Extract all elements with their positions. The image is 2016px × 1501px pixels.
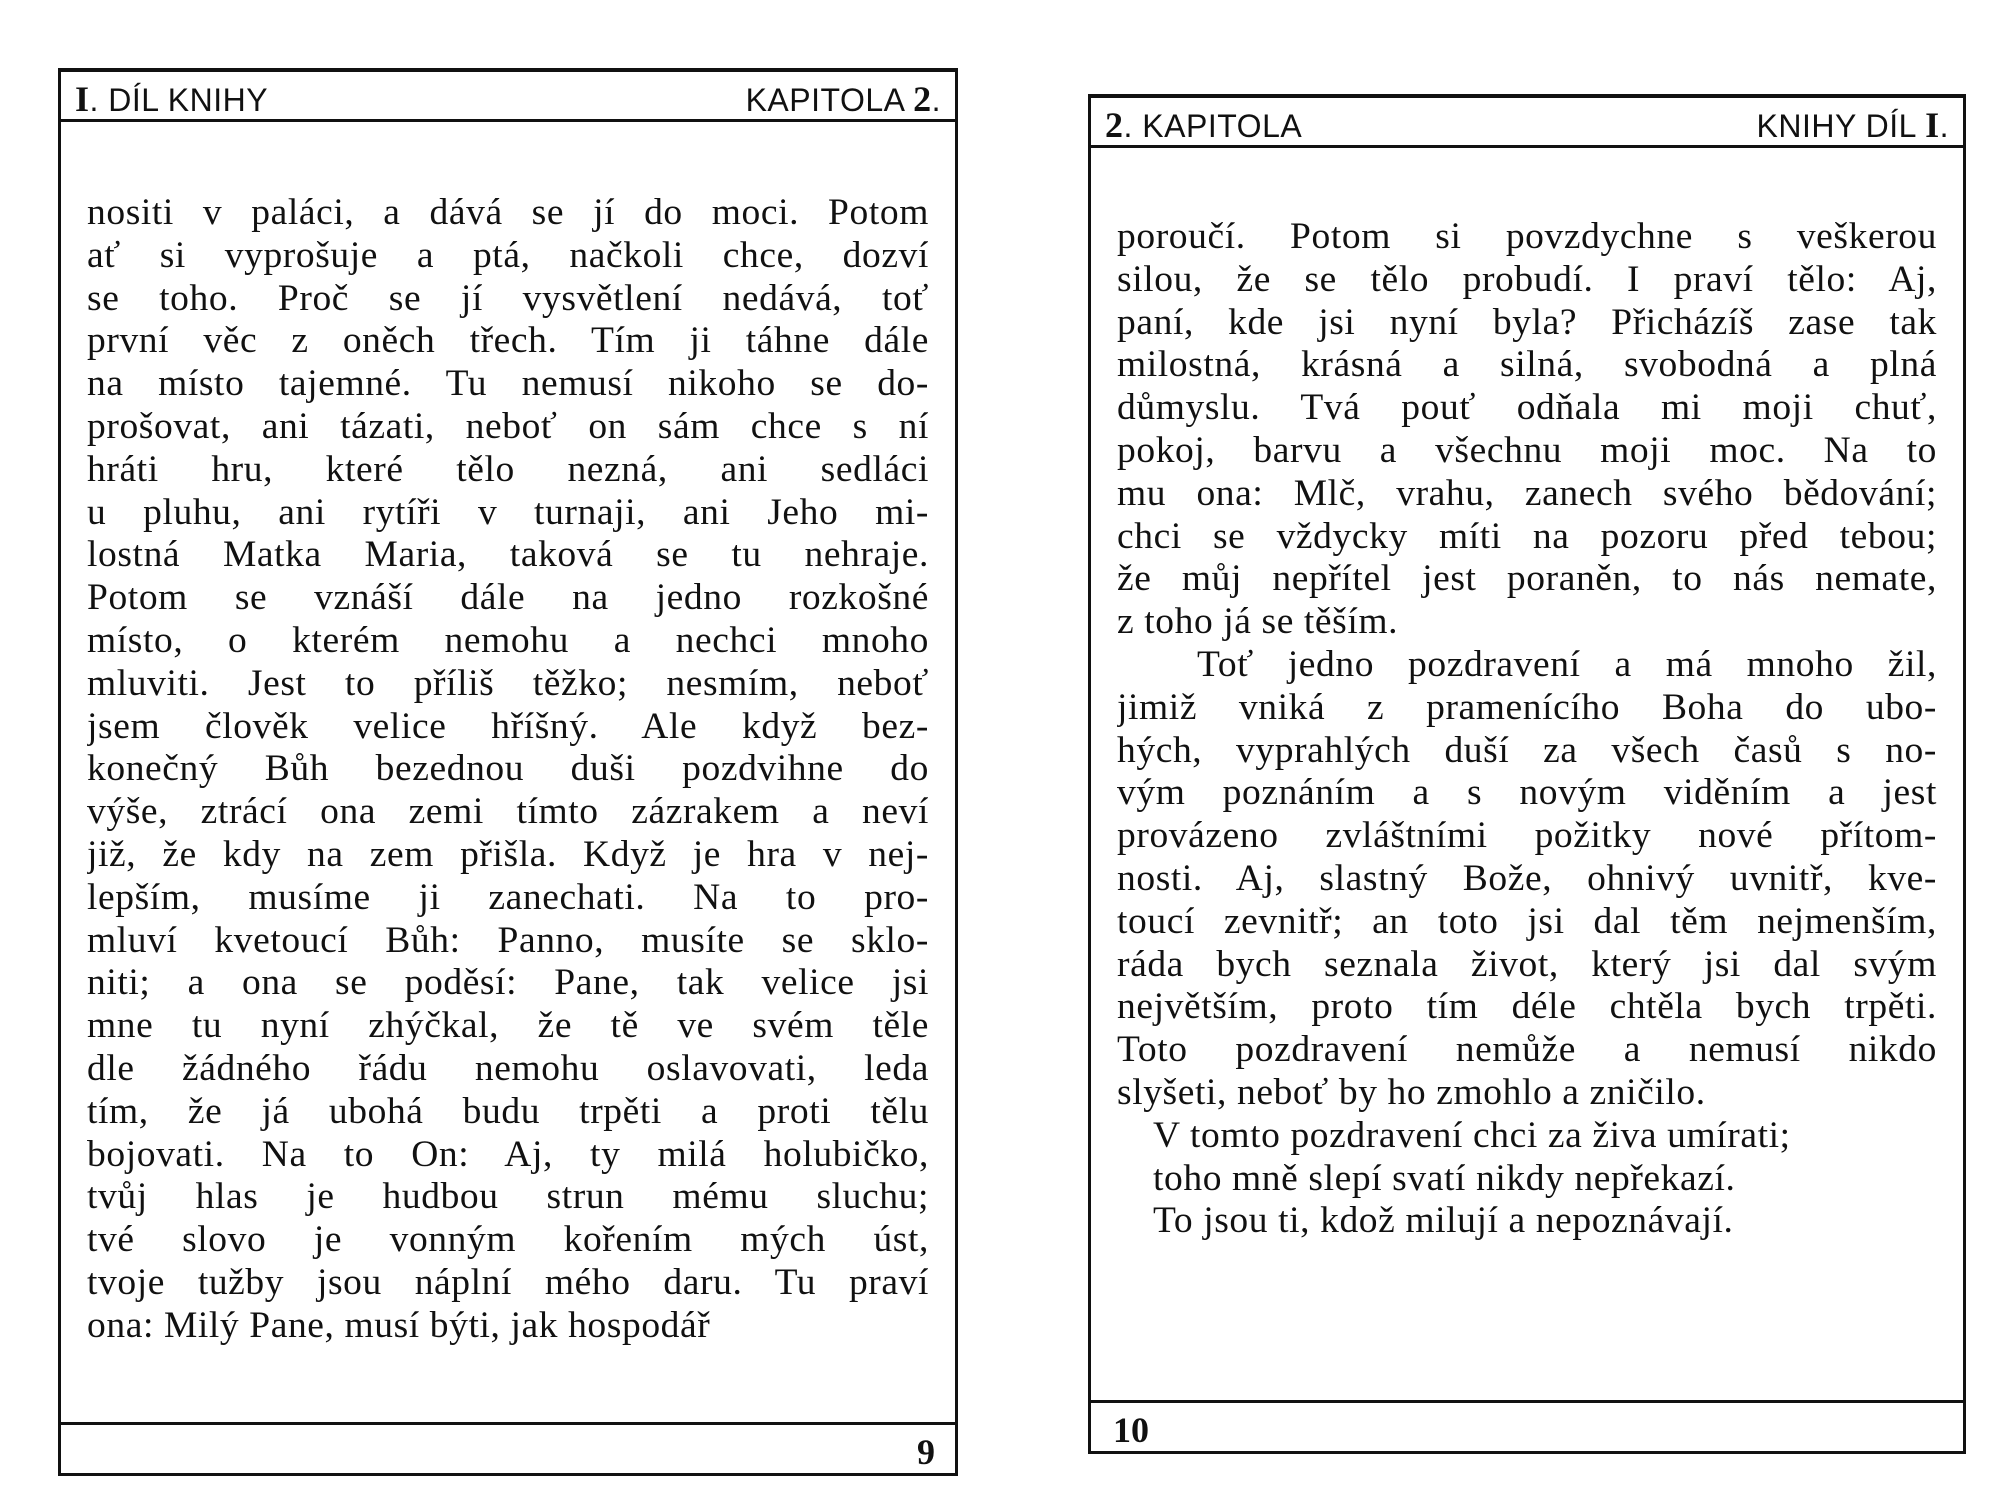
text-line: dle žádného řádu nemohu oslavovati, leda (87, 1047, 929, 1089)
text-line: pokoj, barvu a všechnu moji moc. Na to (1117, 429, 1937, 471)
text-line: To jsou ti, kdož milují a nepoznávají. (1153, 1200, 1734, 1242)
text-line: na místo tajemné. Tu nemusí nikoho se do- (87, 363, 929, 405)
header-right-text: KNIHY DÍL (1756, 108, 1926, 144)
text-line: tvoje tužby jsou náplní mého daru. Tu praví (87, 1261, 929, 1303)
header-left-numeral: I (75, 79, 90, 119)
text-line: lostná Matka Maria, taková se tu nehraje. (87, 534, 929, 576)
text-line: jsem člověk velice hříšný. Ale když bez- (87, 705, 929, 747)
text-line: Toto pozdravení nemůže a nemusí nikdo (1117, 1029, 1937, 1071)
text-line: silou, že se tělo probudí. I praví tělo: Aj, (1117, 258, 1937, 300)
body-text (87, 192, 929, 1348)
text-line: Toť jedno pozdravení a má mnoho žil, (1197, 643, 1937, 685)
header-right-numeral: 2 (913, 79, 932, 119)
text-line: ona: Milý Pane, musí býti, jak hospodář (87, 1304, 711, 1346)
header-left (75, 78, 268, 120)
body-text (1117, 216, 1937, 1243)
text-line: že můj nepřítel jest poraněn, to nás nemate, (1117, 558, 1937, 600)
header-right-text: KAPITOLA (745, 82, 914, 118)
text-line: nosti. Aj, slastný Bože, ohnivý uvnitř, kve- (1117, 857, 1937, 899)
text-line: mne tu nyní zhýčkal, že tě ve svém těle (87, 1005, 929, 1047)
text-line: prošovat, ani tázati, neboť on sám chce s ní (87, 405, 929, 447)
text-line: mluviti. Jest to příliš těžko; nesmím, neboť (87, 662, 929, 704)
running-header (61, 68, 955, 122)
text-line: tvé slovo je vonným kořením mých úst, (87, 1219, 929, 1261)
running-footer (1091, 1400, 1963, 1454)
right-page (1088, 94, 1966, 1454)
text-line: konečný Bůh bezednou duši pozdvihne do (87, 748, 929, 790)
text-line: již, že kdy na zem přišla. Když je hra v nej- (87, 833, 929, 875)
text-line: nositi v paláci, a dává se jí do moci. Potom (87, 192, 929, 233)
left-page (58, 68, 958, 1476)
text-line: Potom se vznáší dále na jedno rozkošné (87, 577, 929, 619)
text-line: výše, ztrácí ona zemi tímto zázrakem a neví (87, 791, 929, 833)
text-line: první věc z oněch třech. Tím ji táhne dále (87, 320, 929, 362)
text-line: toho mně slepí svatí nikdy nepřekazí. (1153, 1157, 1736, 1199)
text-line: poroučí. Potom si povzdychne s veškerou (1117, 216, 1937, 257)
text-line: chci se vždycky míti na pozoru před tebou; (1117, 515, 1937, 557)
text-line: hráti hru, které tělo nezná, ani sedláci (87, 448, 929, 490)
text-line: provázeno zvláštními požitky nové přítom- (1117, 815, 1937, 857)
text-line: z toho já se těším. (1117, 601, 1399, 643)
header-right (1756, 104, 1949, 146)
text-line: místo, o kterém nemohu a nechci mnoho (87, 619, 929, 661)
text-line: ať si vyprošuje a ptá, načkoli chce, dozví (87, 234, 929, 276)
header-left-numeral: 2 (1105, 105, 1124, 145)
text-line: V tomto pozdravení chci za živa umírati; (1153, 1114, 1791, 1156)
page-number: 9 (917, 1432, 935, 1472)
text-line: jimiž vniká z pramenícího Boha do ubo- (1117, 686, 1937, 728)
text-line: u pluhu, ani rytíři v turnaji, ani Jeho mi- (87, 491, 929, 533)
running-footer (61, 1422, 955, 1476)
text-line: lepším, musíme ji zanechati. Na to pro- (87, 876, 929, 918)
text-line: hých, vyprahlých duší za všech časů s no- (1117, 729, 1937, 771)
header-left-text: . DÍL KNIHY (89, 82, 269, 118)
header-left (1105, 104, 1302, 146)
text-line: niti; a ona se poděsí: Pane, tak velice jsi (87, 962, 929, 1004)
text-line: největším, proto tím déle chtěla bych trpěti. (1117, 986, 1937, 1028)
text-line: mluví kvetoucí Bůh: Panno, musíte se sklo- (87, 919, 929, 961)
text-line: vým poznáním a s novým viděním a jest (1117, 772, 1937, 814)
header-left-text: . KAPITOLA (1123, 108, 1303, 144)
page-number: 10 (1113, 1410, 1149, 1450)
text-line: tím, že já ubohá budu trpěti a proti tělu (87, 1090, 929, 1132)
text-line: milostná, krásná a silná, svobodná a plná (1117, 344, 1937, 386)
text-line: se toho. Proč se jí vysvětlení nedává, toť (87, 277, 929, 319)
text-line: důmyslu. Tvá pouť odňala mi moji chuť, (1117, 387, 1937, 429)
text-line: toucí zevnitř; an toto jsi dal těm nejmenším, (1117, 900, 1937, 942)
header-right-suffix: . (931, 82, 941, 118)
text-line: bojovati. Na to On: Aj, ty milá holubičko, (87, 1133, 929, 1175)
text-line: ráda bych seznala život, který jsi dal svým (1117, 943, 1937, 985)
text-line: slyšeti, neboť by ho zmohlo a zničilo. (1117, 1071, 1706, 1113)
running-header (1091, 94, 1963, 148)
text-line: mu ona: Mlč, vrahu, zanech svého bědování; (1117, 472, 1937, 514)
header-right (746, 78, 941, 120)
text-line: paní, kde jsi nyní byla? Přicházíš zase tak (1117, 301, 1937, 343)
text-line: tvůj hlas je hudbou strun mému sluchu; (87, 1176, 929, 1218)
header-right-numeral: I (1925, 105, 1940, 145)
header-right-suffix: . (1939, 108, 1949, 144)
